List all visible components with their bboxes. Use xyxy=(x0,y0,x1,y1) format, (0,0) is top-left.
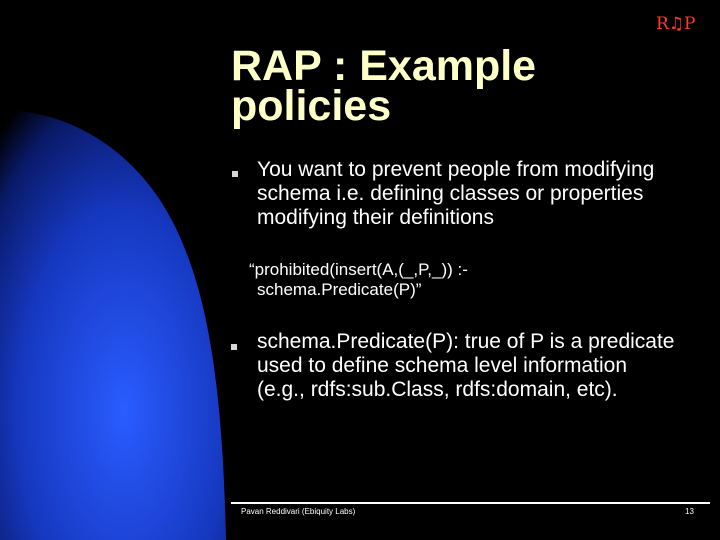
bullet-text-1: You want to prevent people from modifying schema i.e. defining classes or properties modifying their definitions xyxy=(257,158,655,229)
title-line-1: RAP : Example xyxy=(231,42,537,90)
page-number: 13 xyxy=(685,507,694,516)
rule-quote-line-1: “prohibited(insert(A,(_,P,_)) :- xyxy=(249,260,468,279)
footer-author: Pavan Reddivari (Ebiquity Labs) xyxy=(241,507,356,516)
title-line-2: policies xyxy=(231,82,392,130)
rap-logo: R♫P xyxy=(656,14,696,34)
rule-quote-line-2: schema.Predicate(P)” xyxy=(257,280,422,299)
footer-divider xyxy=(231,502,710,504)
bullet-text-2: schema.Predicate(P): true of P is a predicate used to define schema level information (e.g., rdfs:sub.Class, rdfs:domain, etc). xyxy=(257,330,675,401)
slide-title xyxy=(231,42,691,130)
bullet-marker xyxy=(232,171,238,177)
bullet-marker xyxy=(231,344,237,350)
rule-quote xyxy=(249,260,579,300)
